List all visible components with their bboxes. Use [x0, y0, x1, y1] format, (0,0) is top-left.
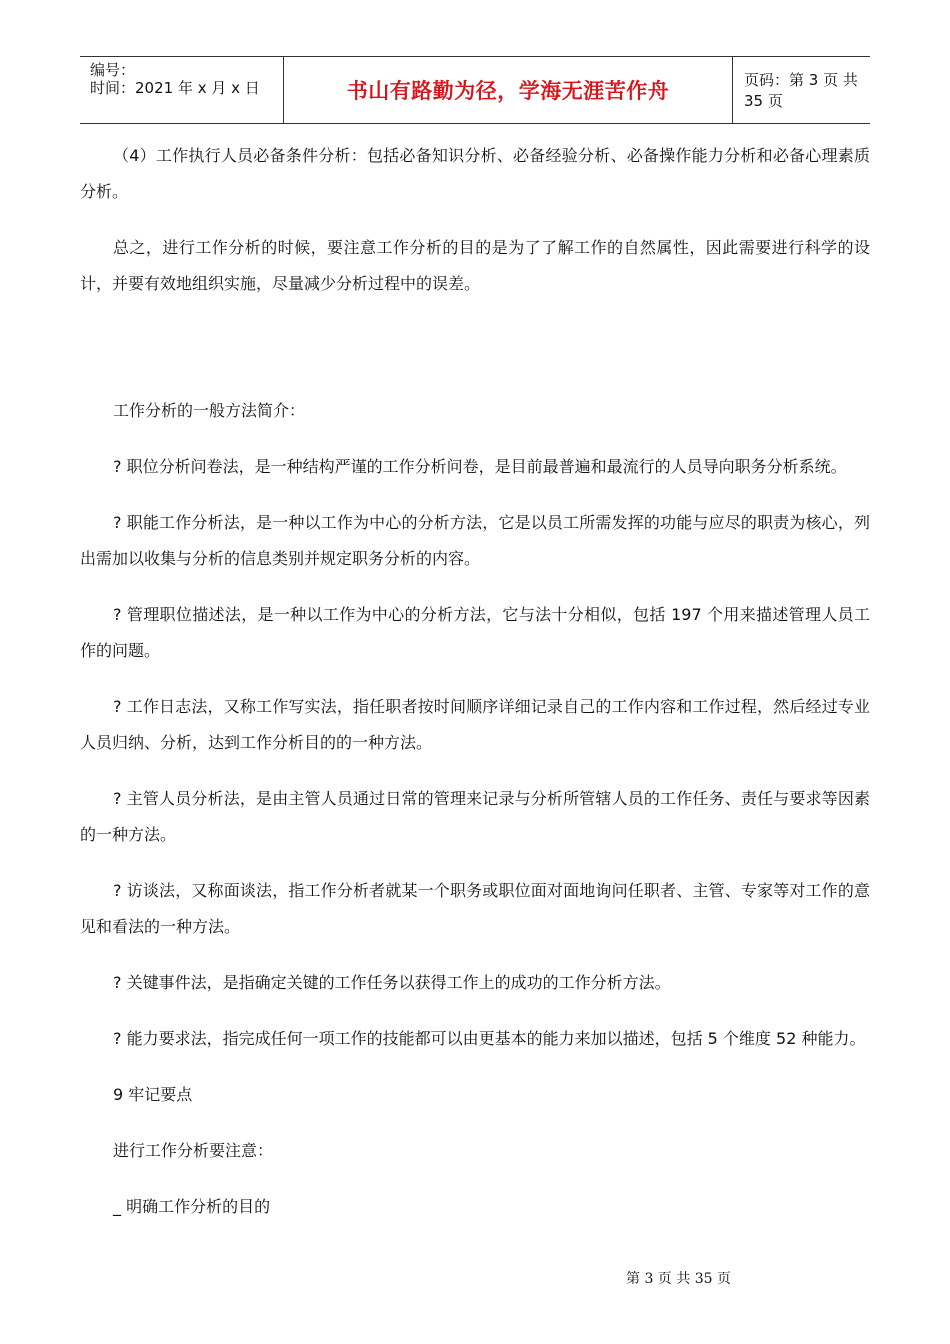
page-header: [80, 56, 870, 124]
method-item: ? 访谈法，又称面谈法，指工作分析者就某一个职务或职位面对面地询问任职者、主管、专家等对工作的意见和看法的一种方法。: [80, 881, 870, 936]
method-item: ? 能力要求法，指完成任何一项工作的技能都可以由更基本的能力来加以描述，包括 5 个维度 52 种能力。: [113, 1029, 866, 1048]
header-page-info: [744, 57, 870, 123]
section-heading: 工作分析的一般方法简介：: [113, 401, 306, 420]
section-heading: 9 牢记要点: [113, 1085, 193, 1104]
paragraph: 总之，进行工作分析的时候，要注意工作分析的目的是为了了解工作的自然属性，因此需要进行科学的设计，并要有效地组织实施，尽量减少分析过程中的误差。: [80, 238, 870, 293]
page-number-info: 页码：第 3 页 共 35 页: [744, 71, 858, 110]
paragraph: 进行工作分析要注意：: [113, 1141, 274, 1160]
document-body: [80, 138, 870, 1225]
method-item: ? 职位分析问卷法，是一种结构严谨的工作分析问卷，是目前最普遍和最流行的人员导向职务分析系统。: [113, 457, 847, 476]
method-item: ? 主管人员分析法，是由主管人员通过日常的管理来记录与分析所管辖人员的工作任务、责任与要求等因素的一种方法。: [80, 789, 870, 844]
document-number-label: 编号：: [90, 61, 136, 79]
method-item: ? 关键事件法，是指确定关键的工作任务以获得工作上的成功的工作分析方法。: [113, 973, 671, 992]
list-item: _ 明确工作分析的目的: [113, 1197, 271, 1216]
method-item: ? 职能工作分析法，是一种以工作为中心的分析方法，它是以员工所需发挥的功能与应尽的职责为核心，列出需加以收集与分析的信息类别并规定职务分析的内容。: [80, 513, 870, 568]
header-motto: 书山有路勤为径，学海无涯苦作舟: [346, 78, 670, 103]
method-item: ? 管理职位描述法，是一种以工作为中心的分析方法，它与法十分相似，包括 197 个用来描述管理人员工作的问题。: [80, 605, 870, 660]
page-footer: [626, 1268, 731, 1288]
document-date: 时间：2021 年 x 月 x 日: [90, 79, 260, 97]
header-motto-cell: [283, 57, 733, 123]
footer-page-number: 第 3 页 共 35 页: [626, 1271, 731, 1287]
paragraph: （4）工作执行人员必备条件分析：包括必备知识分析、必备经验分析、必备操作能力分析和必备心理素质分析。: [80, 146, 870, 201]
method-item: ? 工作日志法，又称工作写实法，指任职者按时间顺序详细记录自己的工作内容和工作过程，然后经过专业人员归纳、分析，达到工作分析目的的一种方法。: [80, 697, 870, 752]
header-meta: [90, 61, 260, 97]
